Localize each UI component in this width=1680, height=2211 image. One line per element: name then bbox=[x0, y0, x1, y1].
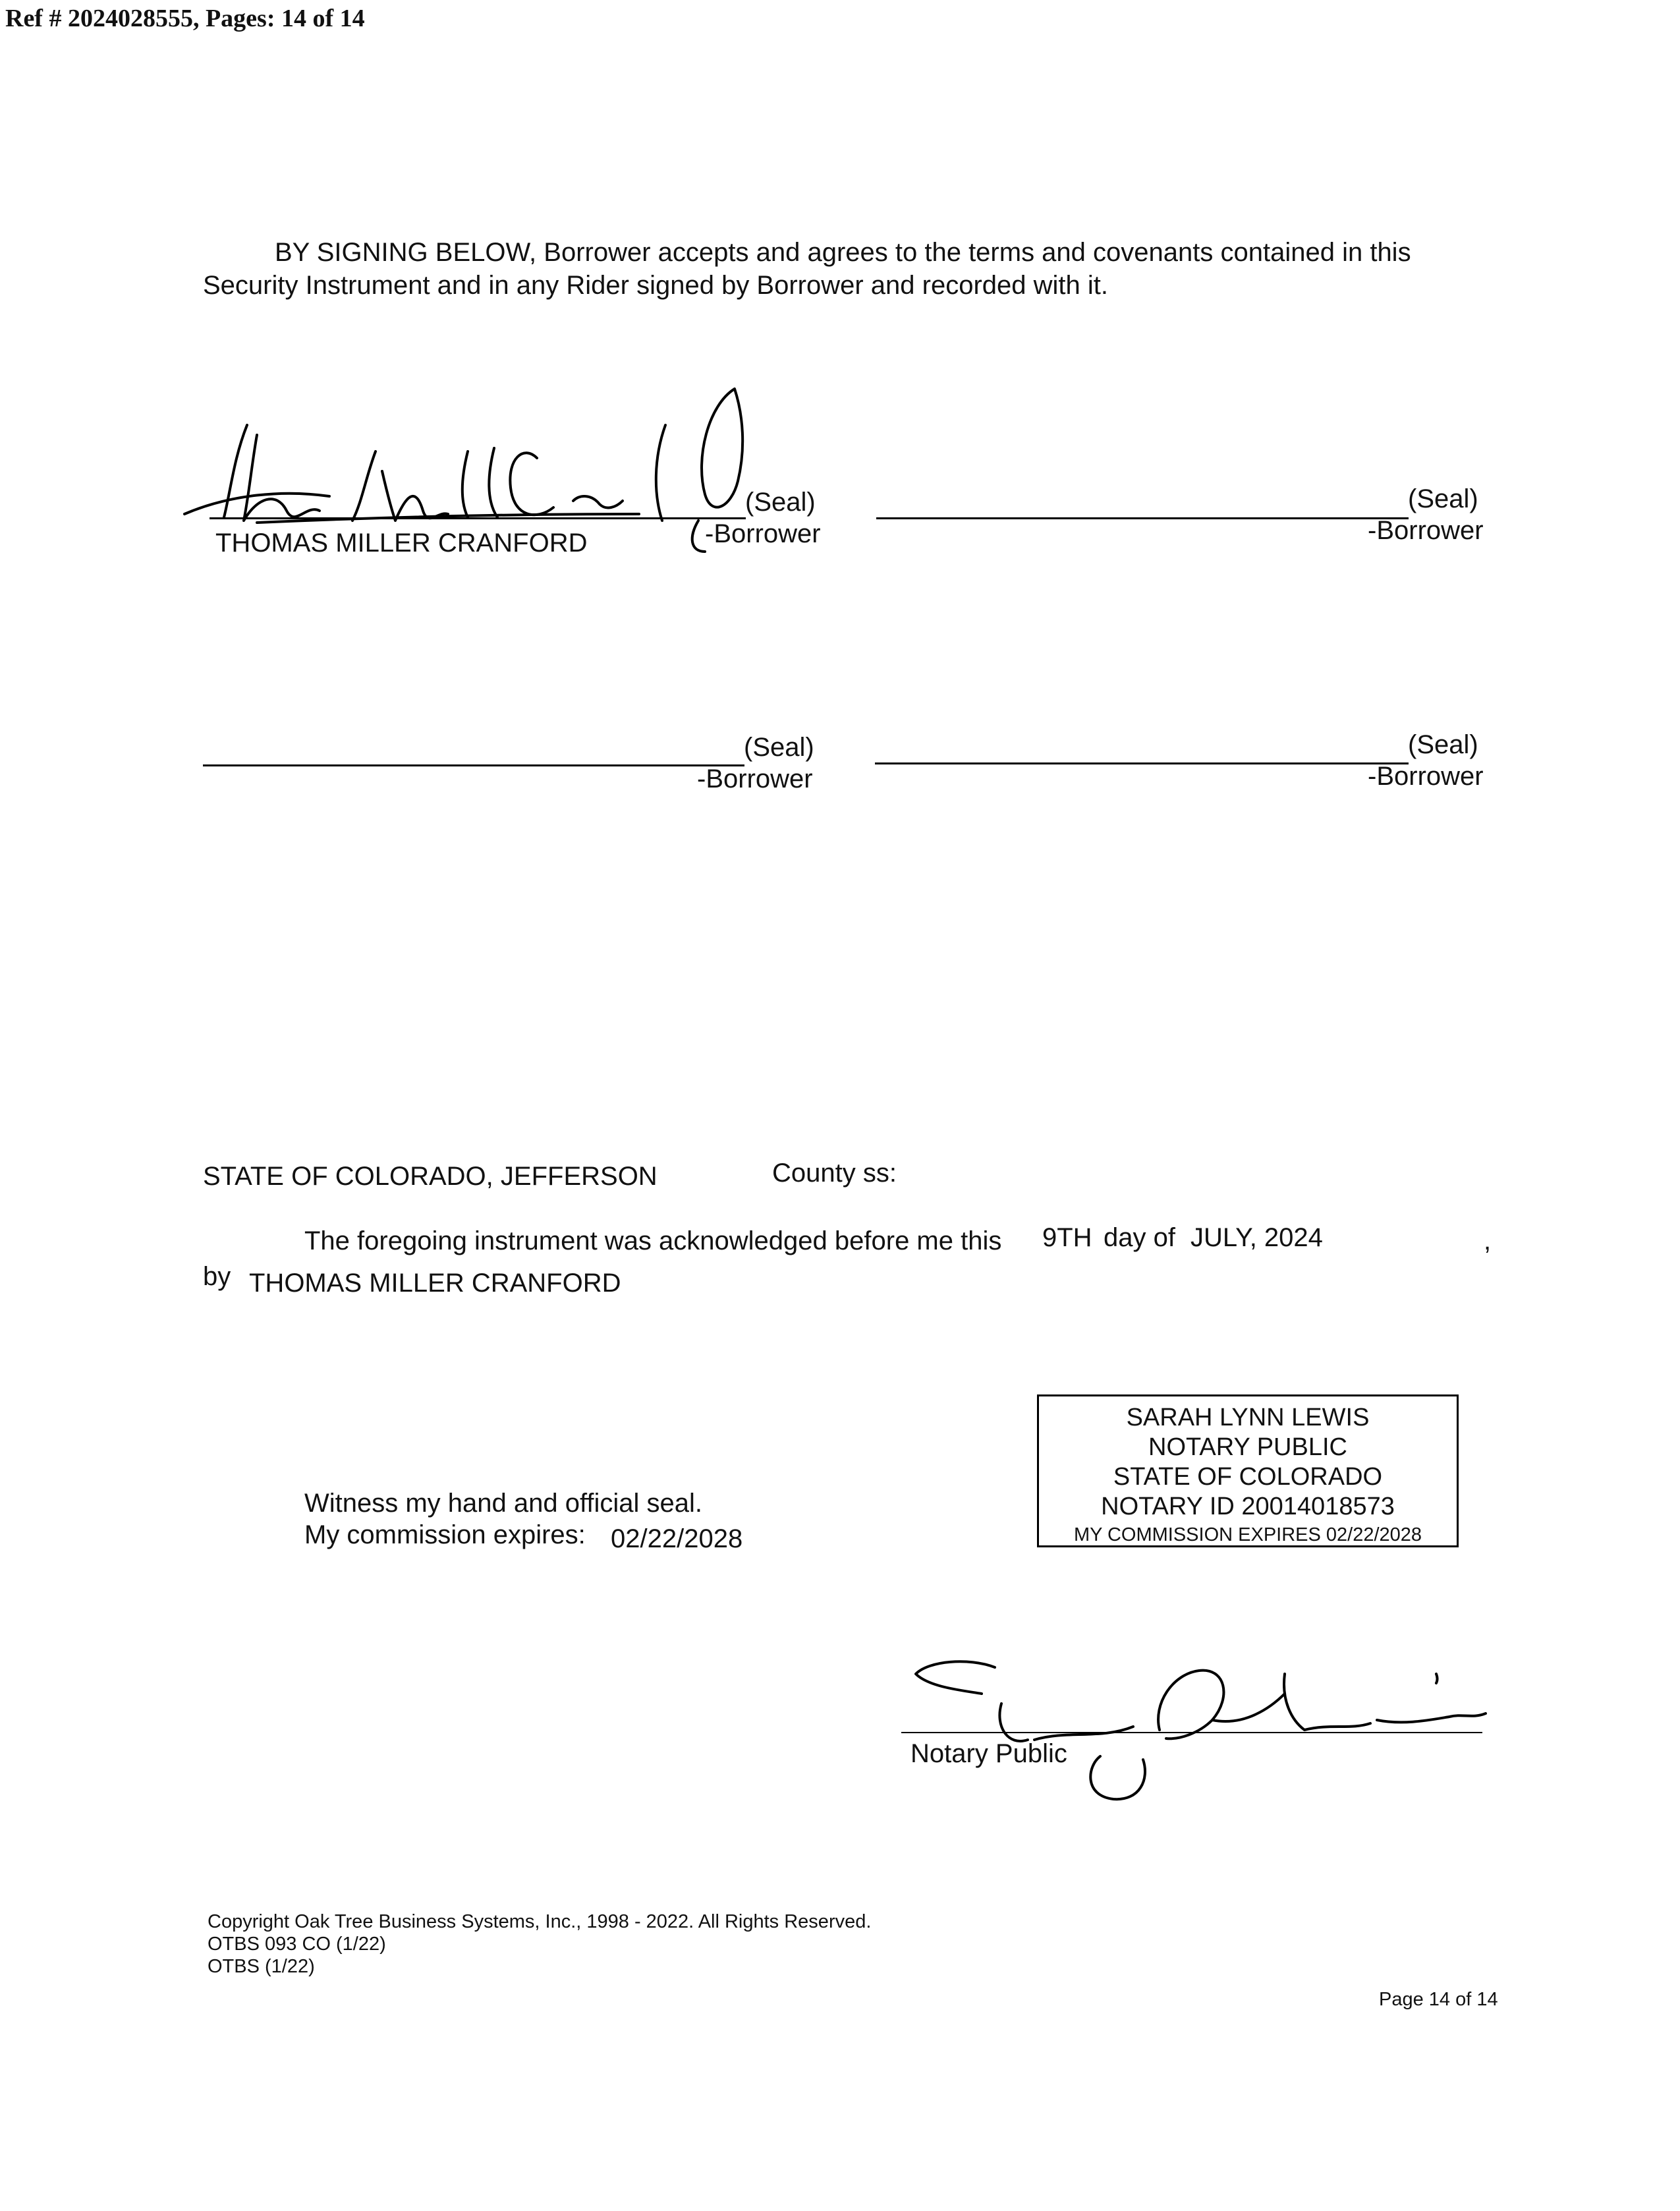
footer-copyright: Copyright Oak Tree Business Systems, Inc., 1998 - 2022. All Rights Reserved. bbox=[208, 1911, 872, 1932]
footer-form-code-2: OTBS (1/22) bbox=[208, 1956, 315, 1977]
signature-line-2 bbox=[876, 517, 1409, 519]
acknowledgment-month-year: JULY, 2024 bbox=[1190, 1223, 1323, 1252]
intro-line-2: Security Instrument and in any Rider signed by Borrower and recorded with it. bbox=[203, 271, 1109, 300]
printed-name-borrower-1: THOMAS MILLER CRANFORD bbox=[215, 529, 588, 558]
notary-handwritten-signature bbox=[903, 1648, 1489, 1819]
seal-label-1: (Seal) bbox=[745, 488, 816, 517]
notary-stamp-id: NOTARY ID 20014018573 bbox=[1101, 1493, 1395, 1520]
by-label: by bbox=[203, 1262, 231, 1291]
seal-label-4: (Seal) bbox=[1408, 730, 1478, 759]
borrower-label-3: -Borrower bbox=[697, 764, 813, 793]
state-county-label: STATE OF COLORADO, JEFFERSON bbox=[203, 1162, 658, 1191]
footer-page-number: Page 14 of 14 bbox=[1379, 1989, 1498, 2010]
signature-line-1 bbox=[210, 517, 746, 519]
acknowledgment-day: 9TH bbox=[1042, 1223, 1092, 1252]
notary-stamp-title: NOTARY PUBLIC bbox=[1148, 1433, 1347, 1461]
acknowledged-name: THOMAS MILLER CRANFORD bbox=[249, 1269, 621, 1298]
signature-line-4 bbox=[875, 762, 1409, 764]
notary-stamp-expires: MY COMMISSION EXPIRES 02/22/2028 bbox=[1073, 1524, 1422, 1545]
borrower-label-4: -Borrower bbox=[1368, 762, 1484, 791]
acknowledgment-day-of: day of bbox=[1104, 1223, 1175, 1252]
notary-stamp-state: STATE OF COLORADO bbox=[1113, 1463, 1383, 1491]
notary-signature-line bbox=[901, 1732, 1482, 1733]
notary-stamp-name: SARAH LYNN LEWIS bbox=[1126, 1404, 1370, 1431]
footer-form-code-1: OTBS 093 CO (1/22) bbox=[208, 1934, 386, 1955]
document-reference: Ref # 2024028555, Pages: 14 of 14 bbox=[5, 5, 365, 32]
commission-expires-label: My commission expires: bbox=[304, 1520, 586, 1549]
seal-label-2: (Seal) bbox=[1408, 484, 1478, 513]
witness-statement: Witness my hand and official seal. bbox=[304, 1489, 703, 1518]
borrower-label-2: -Borrower bbox=[1368, 516, 1484, 545]
commission-expires-date: 02/22/2028 bbox=[611, 1524, 743, 1553]
borrower-label-1: -Borrower bbox=[705, 519, 821, 548]
acknowledgment-comma: , bbox=[1484, 1226, 1492, 1255]
signature-line-3 bbox=[203, 764, 744, 766]
seal-label-3: (Seal) bbox=[744, 733, 814, 762]
notary-public-label: Notary Public bbox=[910, 1739, 1067, 1768]
intro-line-1: BY SIGNING BELOW, Borrower accepts and agrees to the terms and covenants contained in this bbox=[275, 238, 1411, 267]
county-ss-label: County ss: bbox=[772, 1159, 897, 1188]
notary-stamp bbox=[1037, 1394, 1459, 1547]
acknowledgment-sentence: The foregoing instrument was acknowledged before me this bbox=[304, 1226, 1002, 1255]
